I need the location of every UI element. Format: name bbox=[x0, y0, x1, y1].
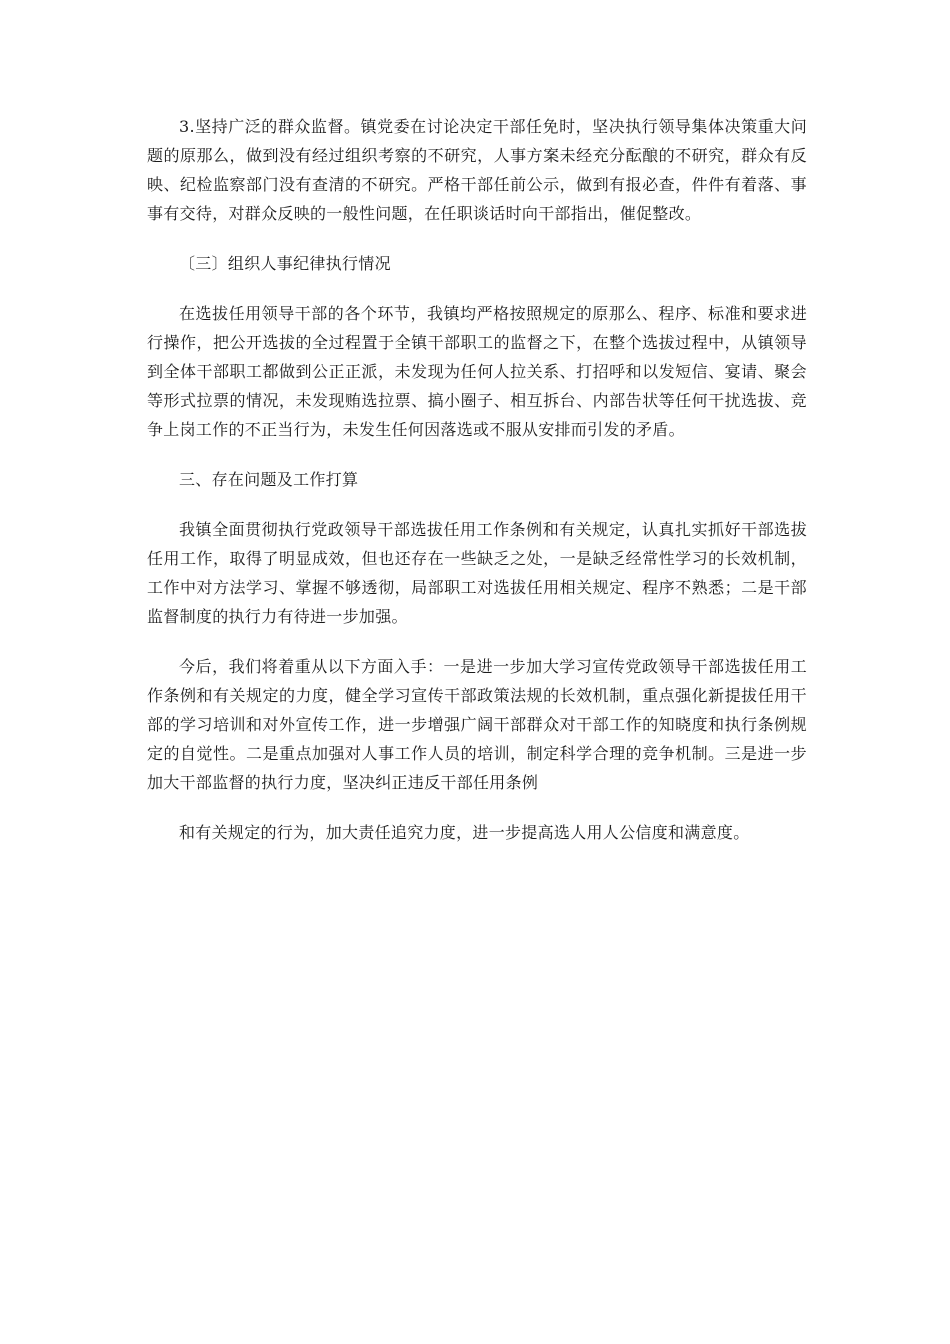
paragraph-mass-supervision: 3.坚持广泛的群众监督。镇党委在讨论决定干部任免时，坚决执行领导集体决策重大问题的原那么，做到没有经过组织考察的不研究，人事方案未经充分酝酿的不研究，群众有反映、纪检监察部门没有查清的不研究。严格干部任前公示，做到有报必查，件件有着落、事事有交待，对群众反映的一般性问题，在任职谈话时向干部指出，催促整改。 bbox=[147, 117, 807, 223]
document-body bbox=[147, 112, 807, 868]
section-heading-problems-plans: 三、存在问题及工作打算 bbox=[179, 470, 359, 489]
paragraph-closing: 和有关规定的行为，加大责任追究力度，进一步提高选人用人公信度和满意度。 bbox=[179, 823, 750, 842]
paragraph-discipline-execution: 在选拔任用领导干部的各个环节，我镇均严格按照规定的原那么、程序、标准和要求进行操作，把公开选拔的全过程置于全镇干部职工的监督之下，在整个选拔过程中，从镇领导到全体干部职工都做到公正正派，未发现为任何人拉关系、打招呼和以发短信、宴请、聚会等形式拉票的情况，未发现贿选拉票、搞小圈子、相互拆台、内部告状等任何干扰选拔、竞争上岗工作的不正当行为，未发生任何因落选或不服从安排而引发的矛盾。 bbox=[147, 304, 807, 439]
paragraph-future-plans: 今后，我们将着重从以下方面入手：一是进一步加大学习宣传党政领导干部选拔任用工作条例和有关规定的力度，健全学习宣传干部政策法规的长效机制，重点强化新提拔任用干部的学习培训和对外宣传工作，进一步增强广阔干部群众对干部工作的知晓度和执行条例规定的自觉性。二是重点加强对人事工作人员的培训，制定科学合理的竞争机制。三是进一步加大干部监督的执行力度，坚决纠正违反干部任用条例 bbox=[147, 657, 807, 792]
paragraph-problems: 我镇全面贯彻执行党政领导干部选拔任用工作条例和有关规定，认真扎实抓好干部选拔任用工作，取得了明显成效，但也还存在一些缺乏之处，一是缺乏经常性学习的长效机制，工作中对方法学习、掌握不够透彻，局部职工对选拔任用相关规定、程序不熟悉；二是干部监督制度的执行力有待进一步加强。 bbox=[147, 520, 807, 626]
section-heading-discipline: 〔三〕组织人事纪律执行情况 bbox=[179, 254, 391, 273]
